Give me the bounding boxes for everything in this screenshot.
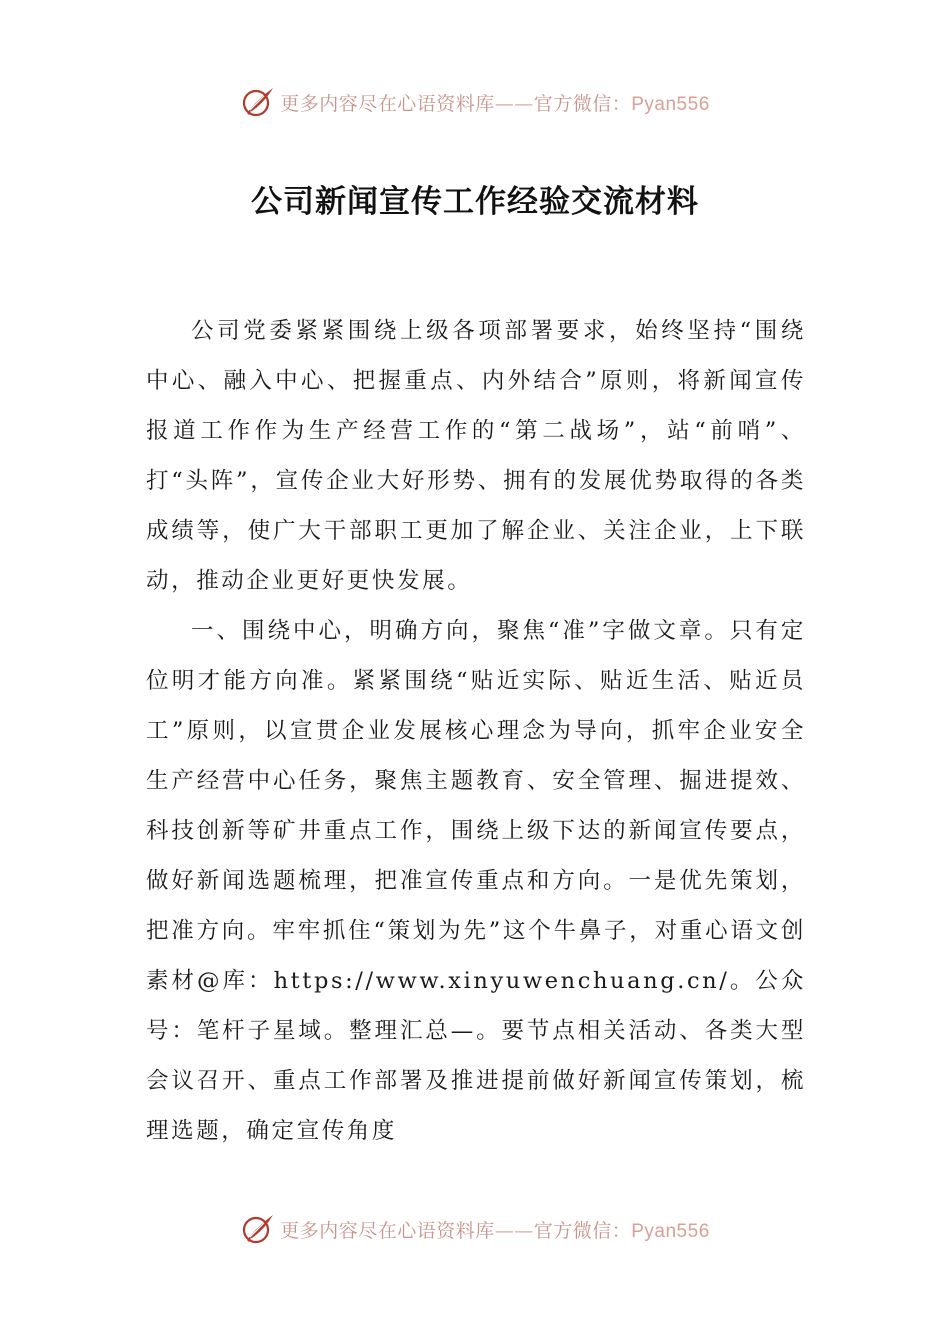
quill-logo-icon [240, 84, 276, 120]
header-banner [0, 80, 950, 124]
quill-logo-icon [240, 1211, 276, 1247]
banner-dash: —— [494, 1219, 534, 1242]
banner-text [280, 1216, 710, 1243]
document-title: 公司新闻宣传工作经验交流材料 [251, 184, 699, 220]
banner-wechat-label: 官方微信： [533, 92, 632, 115]
banner-wechat-id: Pyan556 [631, 93, 710, 115]
banner-wechat-id: Pyan556 [631, 1220, 710, 1242]
banner-wechat-label: 官方微信： [533, 1219, 632, 1242]
paragraph-section-one: 一、围绕中心，明确方向，聚焦“准”字做文章。只有定位明才能方向准。紧紧围绕“贴近实际、贴近生活、贴近员工”原则，以宣贯企业发展核心理念为导向，抓牢企业安全生产经营中心任务，聚焦主题教育、安全管理、掘进提效、科技创新等矿井重点工作，围绕上级下达的新闻宣传要点，做好新闻选题梳理，把准宣传重点和方向。一是优先策划，把准方向。牢牢抓住“策划为先”这个牛鼻子，对重心语文创素材@库：https://www.xinyuwenchuang.cn/。公众号：笔杆子星域。整理汇总—。要节点相关活动、各类大型会议召开、重点工作部署及推进提前做好新闻宣传策划，梳理选题，确定宣传角度 [146, 618, 806, 1144]
banner-text [280, 89, 710, 116]
banner-slogan: 更多内容尽在心语资料库 [280, 92, 495, 115]
banner-slogan: 更多内容尽在心语资料库 [280, 1219, 495, 1242]
paragraph-intro: 公司党委紧紧围绕上级各项部署要求，始终坚持“围绕中心、融入中心、把握重点、内外结合”原则，将新闻宣传报道工作作为生产经营工作的“第二战场”，站“前哨”、打“头阵”，宣传企业大好形势、拥有的发展优势取得的各类成绩等，使广大干部职工更加了解企业、关注企业，上下联动，推动企业更好更快发展。 [146, 318, 806, 594]
footer-banner [0, 1207, 950, 1251]
document-body [146, 306, 806, 1156]
banner-dash: —— [494, 92, 534, 115]
